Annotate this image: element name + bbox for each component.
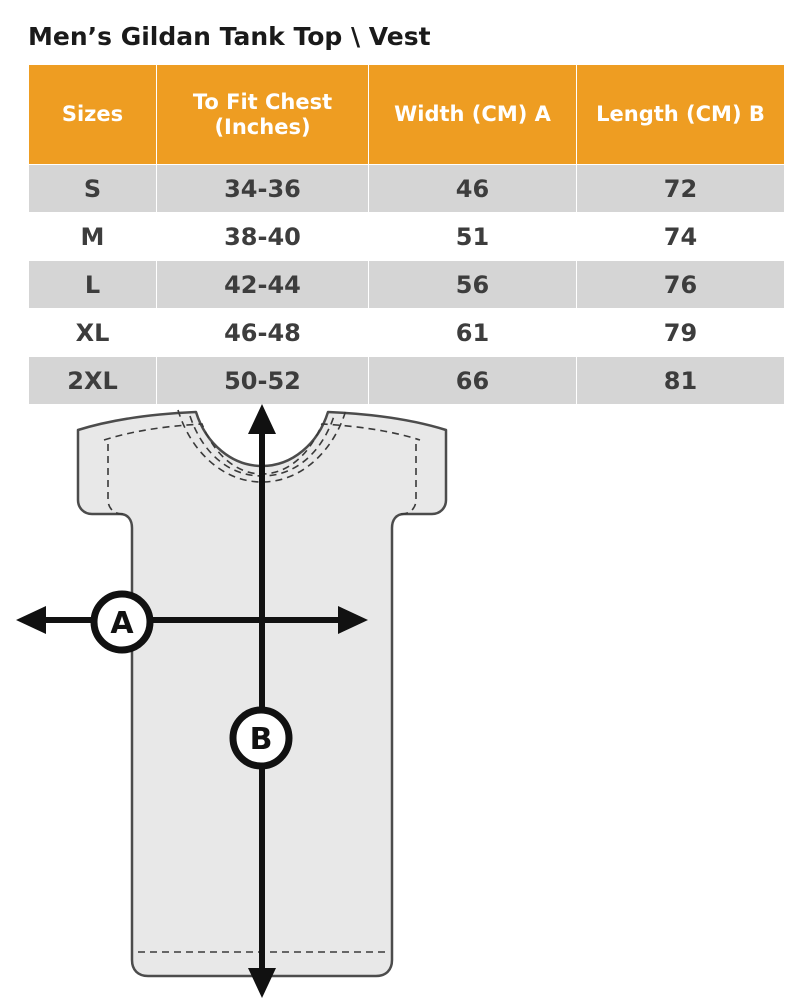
- cell-chest: 50-52: [157, 357, 369, 405]
- cell-length: 72: [577, 165, 785, 213]
- measure-badge-a: [94, 594, 150, 650]
- cell-width: 46: [369, 165, 577, 213]
- table-row: [29, 357, 785, 405]
- cell-width: 61: [369, 309, 577, 357]
- table-row: [29, 261, 785, 309]
- cell-width: 56: [369, 261, 577, 309]
- cell-size: 2XL: [29, 357, 157, 405]
- measure-b-label: B: [249, 722, 273, 757]
- column-header-sizes: Sizes: [29, 65, 157, 165]
- cell-length: 76: [577, 261, 785, 309]
- cell-size: XL: [29, 309, 157, 357]
- table-row: [29, 213, 785, 261]
- cell-size: L: [29, 261, 157, 309]
- cell-length: 81: [577, 357, 785, 405]
- garment-diagram: [0, 404, 812, 1000]
- cell-chest: 34-36: [157, 165, 369, 213]
- column-header-width: Width (CM) A: [369, 65, 577, 165]
- cell-chest: 38-40: [157, 213, 369, 261]
- measure-a-label: A: [110, 606, 134, 641]
- table-row: [29, 165, 785, 213]
- cell-length: 79: [577, 309, 785, 357]
- cell-size: S: [29, 165, 157, 213]
- cell-length: 74: [577, 213, 785, 261]
- cell-chest: 42-44: [157, 261, 369, 309]
- page-title: Men’s Gildan Tank Top \ Vest: [28, 22, 431, 51]
- size-chart-table: [28, 64, 785, 405]
- table-header-row: [29, 65, 785, 165]
- measure-badge-b: [233, 710, 289, 766]
- cell-size: M: [29, 213, 157, 261]
- cell-width: 66: [369, 357, 577, 405]
- cell-width: 51: [369, 213, 577, 261]
- column-header-chest: To Fit Chest (Inches): [157, 65, 369, 165]
- cell-chest: 46-48: [157, 309, 369, 357]
- column-header-length: Length (CM) B: [577, 65, 785, 165]
- table-row: [29, 309, 785, 357]
